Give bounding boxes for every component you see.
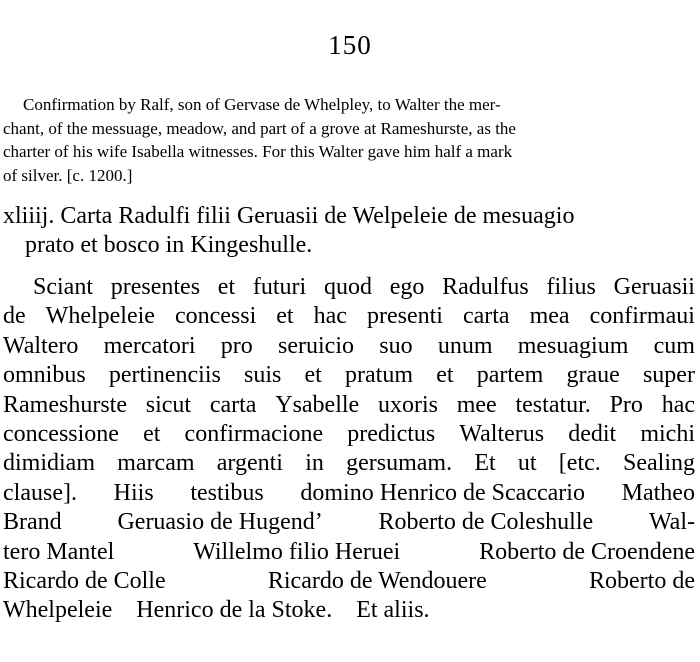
body-word: Geruasio de Hugend’ — [117, 509, 323, 536]
body-word: carta — [462, 303, 510, 330]
body-word: seruicio — [278, 332, 355, 359]
body-word: unum — [437, 332, 493, 359]
summary-line: Confirmation by Ralf, son of Gervase de Whelpley, to Walter the mer- — [23, 95, 501, 114]
body-word: et — [217, 274, 236, 300]
body-word: ego — [389, 274, 425, 300]
body-line — [3, 596, 695, 625]
body-word: carta — [209, 391, 257, 418]
body-word: dedit — [568, 421, 617, 448]
body-word: Wal- — [648, 509, 695, 536]
body-line — [3, 302, 695, 331]
body-word: presenti — [366, 303, 443, 330]
body-word: pertinenciis — [108, 362, 221, 389]
body-word: quod — [323, 274, 372, 300]
body-word: Walterus — [459, 421, 545, 448]
body-word: confirmaui — [589, 303, 695, 330]
body-word: marcam — [117, 450, 195, 477]
body-word: filius — [546, 274, 596, 300]
body-word: pratum — [345, 362, 414, 389]
body-word: suo — [379, 332, 413, 359]
body-word: mea — [529, 303, 570, 330]
body-word: testibus — [190, 479, 264, 506]
body-word: michi — [640, 421, 695, 448]
body-word: [etc. — [558, 450, 601, 477]
body-word: concessione — [3, 421, 119, 448]
summary-line: charter of his wife Isabella witnesses. For this Walter gave him half a mark — [3, 142, 513, 161]
body-word: Radulfus — [442, 274, 529, 300]
body-word: partem — [476, 362, 544, 389]
body-word: tero Mantel — [3, 538, 115, 565]
body-word: Roberto de Croendene — [479, 538, 695, 565]
body-line — [3, 479, 695, 508]
body-word: sicut — [145, 391, 192, 418]
body-line — [3, 538, 695, 567]
body-word: cum — [653, 332, 695, 359]
charter-body — [3, 273, 695, 626]
summary-line: of silver. [c. 1200.] — [3, 165, 133, 185]
body-word: Rameshurste — [3, 391, 127, 418]
body-word: Brand — [3, 509, 62, 536]
body-line — [3, 391, 695, 420]
body-word: futuri — [252, 274, 307, 300]
body-word: Hiis — [113, 479, 154, 506]
body-word: Et aliis. — [356, 597, 430, 624]
body-word: et — [304, 362, 322, 389]
body-word: Pro — [609, 391, 643, 418]
body-word: argenti — [216, 450, 283, 477]
heading-line: prato et bosco in Kingeshulle. — [25, 232, 313, 258]
body-word: in — [305, 450, 324, 477]
body-word: et — [276, 303, 294, 330]
body-word: mee — [456, 391, 497, 418]
body-word: confirmacione — [184, 421, 324, 448]
body-word: gersumam. — [346, 450, 453, 477]
heading-line: xliiij. Carta Radulfi filii Geruasii de Welpeleie de mesuagio — [3, 203, 575, 229]
body-word: mesuagium — [517, 332, 629, 359]
body-word: Ricardo de Wendouere — [267, 568, 487, 595]
body-line — [3, 420, 695, 449]
body-word: Whelpeleie — [45, 303, 155, 330]
body-word: Willelmo filio Heruei — [193, 538, 401, 565]
body-word: Geruasii — [613, 274, 695, 300]
body-word: Waltero — [3, 332, 79, 359]
body-word: suis — [244, 362, 282, 389]
body-word: Sealing — [623, 450, 695, 477]
body-word: Ricardo de Colle — [3, 568, 166, 595]
body-word: Whelpeleie — [3, 597, 113, 624]
body-line — [3, 508, 695, 537]
body-word: super — [642, 362, 695, 389]
body-word: Sciant — [33, 274, 93, 300]
charter-heading — [3, 202, 695, 260]
body-word: domino Henrico de Scaccario — [300, 479, 585, 506]
body-word: ut — [517, 450, 537, 477]
body-line — [3, 273, 695, 302]
body-line — [3, 449, 695, 478]
body-word: uxoris — [377, 391, 438, 418]
body-word: et — [143, 421, 161, 448]
page-number: 150 — [328, 30, 372, 60]
body-word: concessi — [174, 303, 257, 330]
body-word: hac — [313, 303, 347, 330]
body-word: mercatori — [103, 332, 196, 359]
body-word: omnibus — [3, 362, 86, 389]
body-word: Roberto de — [589, 568, 695, 595]
body-word: testatur. — [515, 391, 591, 418]
body-line — [3, 332, 695, 361]
summary-line: chant, of the messuage, meadow, and part of a grove at Rameshurste, as the — [3, 118, 516, 138]
body-word: graue — [566, 362, 620, 389]
body-line — [3, 567, 695, 596]
body-word: clause]. — [3, 479, 77, 506]
body-word: presentes — [110, 274, 201, 300]
body-word: Henrico de la Stoke. — [136, 597, 333, 624]
body-word: Et — [474, 450, 496, 477]
body-word: Roberto de Coleshulle — [378, 509, 594, 536]
body-line — [3, 361, 695, 390]
body-word: Ysabelle — [275, 391, 360, 418]
body-word: dimidiam — [3, 450, 95, 477]
body-word: predictus — [347, 421, 436, 448]
body-word: Matheo — [621, 479, 695, 506]
summary-paragraph — [3, 93, 693, 187]
body-word: de — [3, 303, 26, 330]
body-word: pro — [220, 332, 253, 359]
body-word: et — [436, 362, 454, 389]
body-word: hac — [661, 391, 695, 418]
